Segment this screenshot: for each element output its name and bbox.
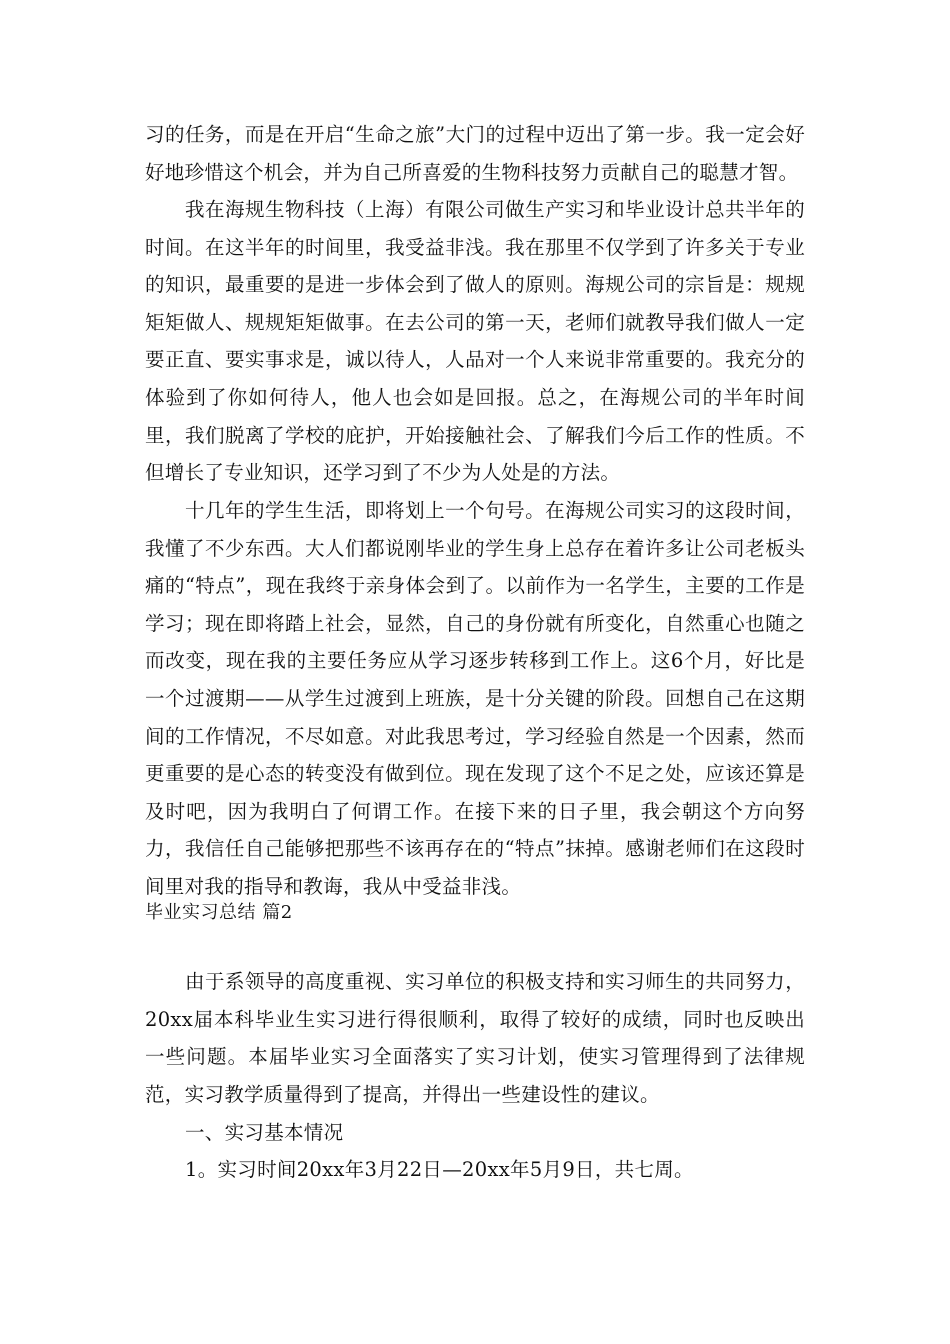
reflection-paragraph-block <box>145 492 805 906</box>
reflection-paragraph: 十几年的学生生活，即将划上一个句号。在海规公司实习的这段时间，我懂了不少东西。大人们都说刚毕业的学生身上总存在着许多让公司老板头痛的“特点”，现在我终于亲身体会到了。以前作为一名学生，主要的工作是学习；现在即将踏上社会，显然，自己的身份就有所变化，自然重心也随之而改变，现在我的主要任务应从学习逐步转移到工作上。这6个月，好比是一个过渡期——从学生过渡到上班族，是十分关键的阶段。回想自己在这期间的工作情况，不尽如意。对此我思考过，学习经验自然是一个因素，然而更重要的是心态的转变没有做到位。现在发现了这个不足之处，应该还算是及时吧，因为我明白了何谓工作。在接下来的日子里，我会朝这个方向努力，我信任自己能够把那些不该再存在的“特点”抹掉。感谢老师们在这段时间里对我的指导和教诲，我从中受益非浅。 <box>145 499 805 898</box>
internship-paragraph-block <box>145 191 805 492</box>
item-block <box>145 1151 805 1189</box>
continuation-paragraph: 习的任务，而是在开启“生命之旅”大门的过程中迈出了第一步。我一定会好好地珍惜这个机会，并为自己所喜爱的生物科技努力贡献自己的聪慧才智。 <box>145 123 805 184</box>
summary-paragraph: 由于系领导的高度重视、实习单位的积极支持和实习师生的共同努力，20xx届本科毕业生实习进行得很顺利，取得了较好的成绩，同时也反映出一些问题。本届毕业实习全面落实了实习计划，使实习管理得到了法律规范，实习教学质量得到了提高，并得出一些建设性的建议。 <box>145 970 805 1106</box>
continuation-paragraph-block <box>145 116 805 191</box>
summary-paragraph-block <box>145 963 805 1113</box>
section-heading: 毕业实习总结 篇2 <box>145 902 293 923</box>
subheading-basic-info: 一、实习基本情况 <box>185 1121 344 1144</box>
subheading-block <box>145 1114 805 1152</box>
internship-paragraph: 我在海规生物科技（上海）有限公司做生产实习和毕业设计总共半年的时间。在这半年的时间里，我受益非浅。我在那里不仅学到了许多关于专业的知识，最重要的是进一步体会到了做人的原则。海规公司的宗旨是：规规矩矩做人、规规矩矩做事。在去公司的第一天，老师们就教导我们做人一定要正直、要实事求是，诚以待人，人品对一个人来说非常重要的。我充分的体验到了你如何待人，他人也会如是回报。总之，在海规公司的半年时间里，我们脱离了学校的庇护，开始接触社会、了解我们今后工作的性质。不但增长了专业知识，还学习到了不少为人处是的方法。 <box>145 198 805 485</box>
item-internship-time: 1。实习时间20xx年3月22日—20xx年5月9日，共七周。 <box>185 1158 694 1181</box>
